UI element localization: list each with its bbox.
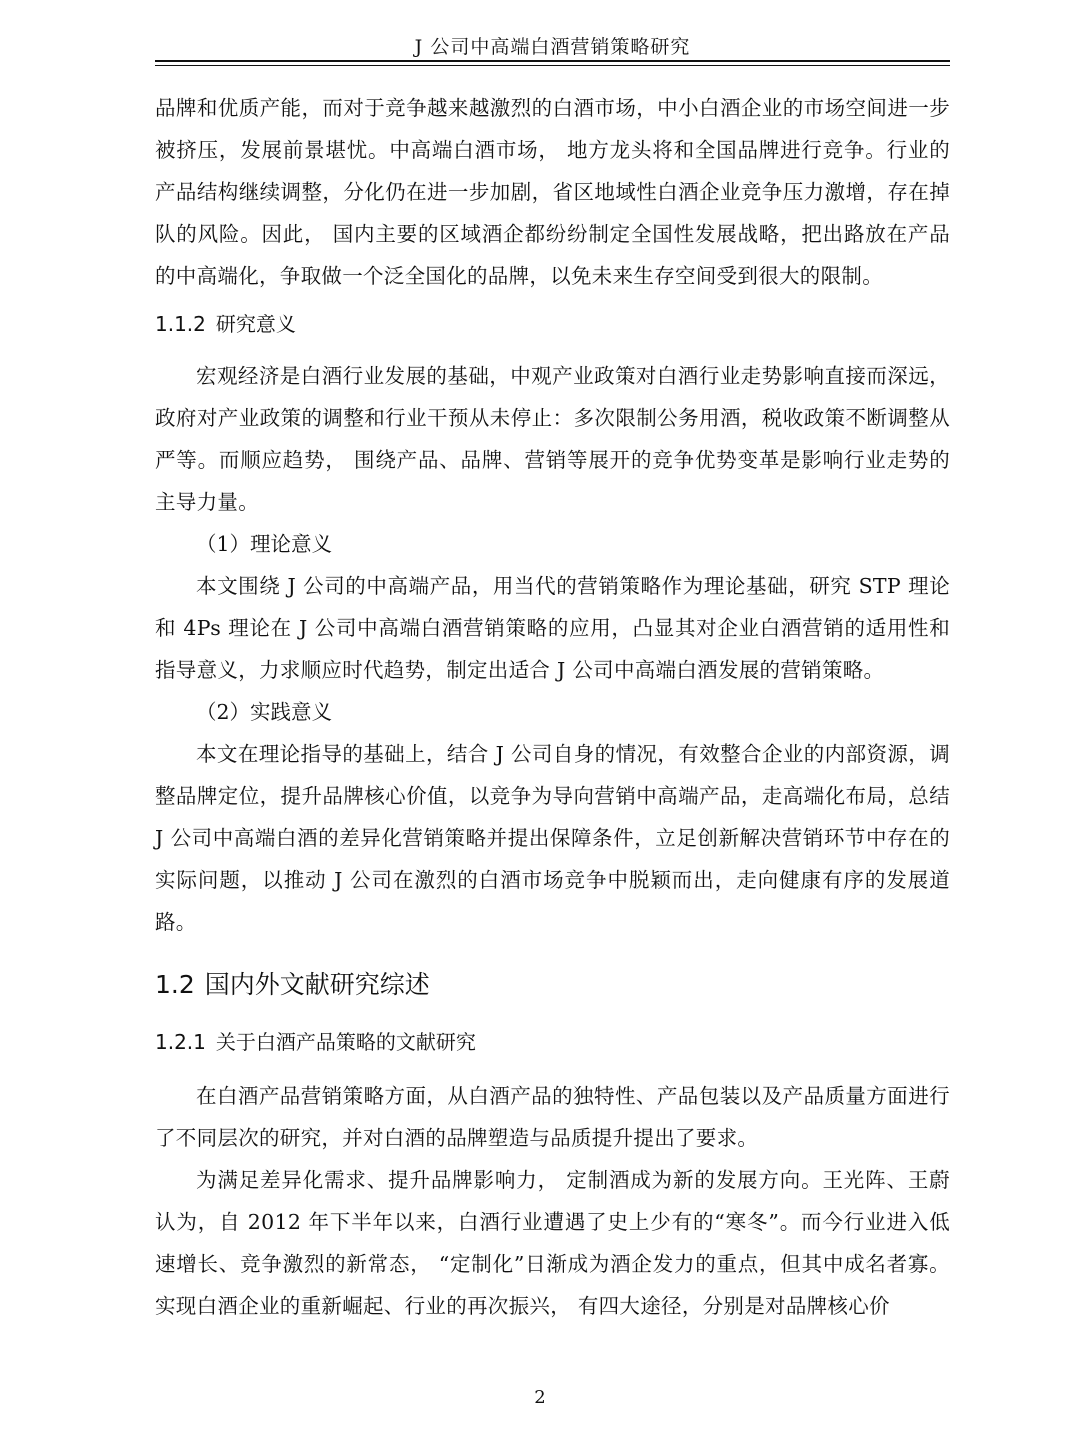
paragraph-practice: 本文在理论指导的基础上，结合 J 公司自身的情况，有效整合企业的内部资源，调整品牌定位，提升品牌核心价值，以竞争为导向营销中高端产品，走高端化布局，总结 J 公司中高端白酒的差异化营销策略并提出保障条件，立足创新解决营销环节中存在的实际问题，以推动 J 公司在激烈的白酒市场竞争中脱颖而出，走向健康有序的发展道路。 (155, 742, 950, 934)
section-number: 1.2.1 (155, 1030, 206, 1054)
paragraph-theory: 本文围绕 J 公司的中高端产品，用当代的营销策略作为理论基础，研究 STP 理论和 4Ps 理论在 J 公司中高端白酒营销策略的应用，凸显其对企业白酒营销的适用性和指导意义，力求顺应时代趋势，制定出适合 J 公司中高端白酒发展的营销策略。 (155, 574, 950, 682)
running-header: J 公司中高端白酒营销策略研究 (414, 36, 691, 58)
section-heading-1-1-2 (155, 303, 950, 345)
page-number: 2 (534, 1387, 546, 1408)
header-rule-thin (155, 65, 950, 66)
section-title: 关于白酒产品策略的文献研究 (215, 1030, 476, 1054)
section-heading-1-2 (155, 961, 950, 1009)
paragraph-significance: 宏观经济是白酒行业发展的基础，中观产业政策对白酒行业走势影响直接而深远，政府对产业政策的调整和行业干预从未停止：多次限制公务用酒，税收政策不断调整从严等。而顺应趋势， 围绕产品、品牌、营销等展开的竞争优势变革是影响行业走势的主导力量。 (155, 364, 950, 514)
section-heading-1-2-1 (155, 1021, 950, 1063)
subheading-theory: （1）理论意义 (196, 532, 333, 556)
section-number: 1.1.2 (155, 312, 206, 336)
header-rule-thick (155, 60, 950, 64)
subheading-practice: （2）实践意义 (196, 700, 333, 724)
paragraph-product-2: 为满足差异化需求、提升品牌影响力， 定制酒成为新的发展方向。王光阵、王蔚认为，自 2012 年下半年以来，白酒行业遭遇了史上少有的“寒冬”。而今行业进入低速增长、竞争激烈的新常态， “定制化”日渐成为酒企发力的重点，但其中成名者寡。实现白酒企业的重新崛起、行业的再次振兴， 有四大途径，分别是对品牌核心价 (155, 1168, 950, 1318)
section-title: 国内外文献研究综述 (204, 970, 430, 999)
section-number: 1.2 (155, 970, 195, 999)
paragraph-intro-continuation: 品牌和优质产能，而对于竞争越来越激烈的白酒市场，中小白酒企业的市场空间进一步被挤压，发展前景堪忧。中高端白酒市场， 地方龙头将和全国品牌进行竞争。行业的产品结构继续调整，分化仍在进一步加剧，省区地域性白酒企业竞争压力激增，存在掉队的风险。因此， 国内主要的区域酒企都纷纷制定全国性发展战略，把出路放在产品的中高端化，争取做一个泛全国化的品牌，以免未来生存空间受到很大的限制。 (155, 96, 950, 288)
section-title: 研究意义 (215, 312, 296, 336)
page-body (155, 87, 950, 1327)
paragraph-product-1: 在白酒产品营销策略方面，从白酒产品的独特性、产品包装以及产品质量方面进行了不同层次的研究，并对白酒的品牌塑造与品质提升提出了要求。 (155, 1084, 950, 1150)
